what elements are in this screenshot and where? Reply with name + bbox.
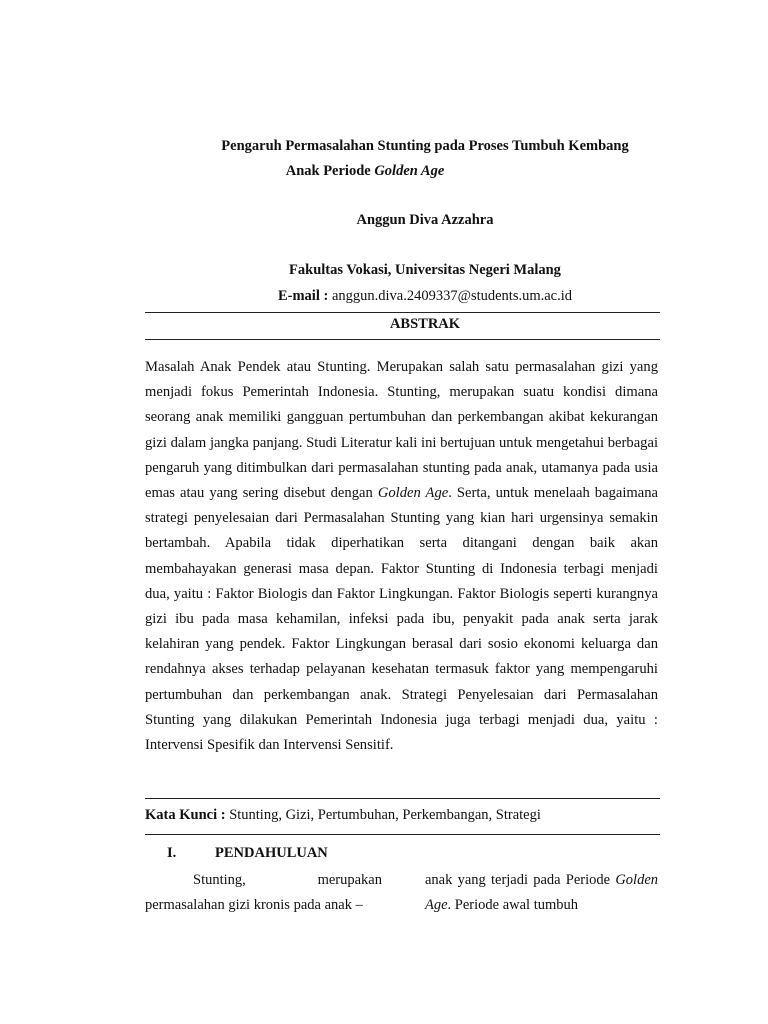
section-title: PENDAHULUAN — [215, 845, 328, 861]
title-line2-prefix: Anak Periode — [285, 163, 375, 179]
author-name: Anggun Diva Azzahra — [356, 212, 494, 228]
keywords-top-rule — [145, 798, 660, 799]
section-number: I. — [167, 845, 177, 861]
right-col-part1: anak yang terjadi pada Periode — [425, 872, 616, 888]
abstract-heading: ABSTRAK — [389, 316, 461, 332]
keywords-label: Kata Kunci : — [145, 807, 226, 823]
abstract-text-part2: . Serta, untuk menelaah bagaimana strategi penyelesaian dari Permasalahan Stunting yang kian hari urgensinya semakin bertambah. Apabila tidak diperhatikan serta ditangani dengan baik akan membahayakan generasi masa depan. Faktor Stunting di Indonesia terbagi menjadi dua, yaitu : Faktor Biologis dan Faktor Lingkungan. Faktor Biologis seperti kurangnya gizi ibu pada masa kehamilan, infeksi pada ibu, penyakit pada anak serta jarak kelahiran yang pendek. Faktor Lingkungan berasal dari sosio ekonomi keluarga dan rendahnya akses terhadap pelayanan kesehatan termasuk faktor yang mempengaruhi pertumbuhan dan perkembangan anak. Strategi Penyelesaian dari Permasalahan Stunting yang dilakukan Pemerintah Indonesia juga terbagi menjadi dua, yaitu : Intervensi Spesifik dan Intervensi Sensitif. — [145, 485, 658, 754]
paper-title-line2 — [120, 163, 610, 180]
right-col-part2: . Periode awal tumbuh — [447, 897, 579, 913]
keywords-bottom-rule — [145, 834, 660, 835]
abstract-text-part1: Masalah Anak Pendek atau Stunting. Merupakan salah satu permasalahan gizi yang menjadi fokus Pemerintah Indonesia. Stunting, merupakan suatu kondisi dimana seorang anak memiliki gangguan pertumbuhan dan perkembangan akibat kekurangan gizi dalam jangka panjang. Studi Literatur kali ini bertujuan untuk mengetahui berbagai pengaruh yang ditimbulkan dari permasalahan stunting pada anak, utamanya pada usia emas atau yang sering disebut dengan — [145, 359, 658, 502]
abstract-top-rule — [145, 312, 660, 313]
keywords — [145, 807, 660, 824]
body-right-column — [425, 868, 658, 918]
paper-title-line1: Pengaruh Permasalahan Stunting pada Proses Tumbuh Kembang — [221, 138, 629, 154]
email-label: E-mail : — [277, 288, 329, 304]
abstract-heading-rule — [145, 339, 660, 340]
body-left-column: Stunting, merupakan permasalahan gizi kronis pada anak – — [145, 872, 382, 913]
title-line2-italic: Golden Age — [374, 163, 445, 179]
abstract-body — [145, 355, 658, 758]
section-heading — [167, 845, 328, 862]
author-email — [120, 288, 730, 305]
abstract-text-italic: Golden Age — [377, 485, 449, 502]
author-affiliation: Fakultas Vokasi, Universitas Negeri Malang — [289, 262, 561, 278]
right-col-italic: Golden Age — [425, 872, 658, 913]
email-value: anggun.diva.2409337@students.um.ac.id — [331, 288, 573, 304]
keywords-value: Stunting, Gizi, Pertumbuhan, Perkembangan, Strategi — [229, 807, 541, 823]
